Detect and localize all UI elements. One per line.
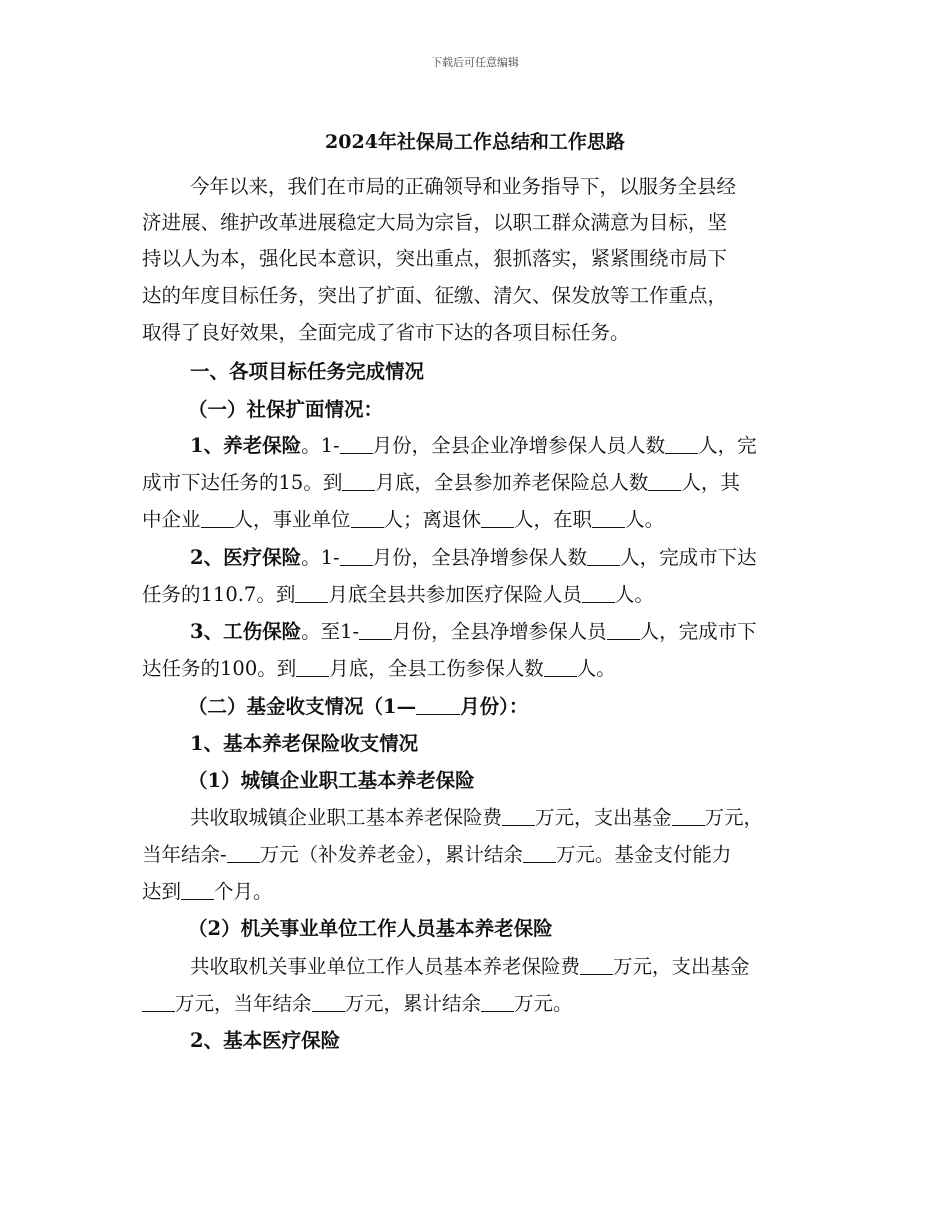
document-title: 2024年社保局工作总结和工作思路 bbox=[325, 131, 625, 153]
item-heading-public-institution: （2）机关事业单位工作人员基本养老保险 bbox=[188, 917, 553, 940]
pension-paragraph-line-3: 中企业 人，事业单位 人；离退休 人，在职 人。 bbox=[142, 508, 665, 531]
intro-line-2: 济进展、维护改革进展稳定大局为宗旨，以职工群众满意为目标，坚 bbox=[142, 211, 728, 234]
blank-field bbox=[295, 582, 328, 603]
injury-paragraph-line-1: 3、工伤保险。至1- 月份，全县净增参保人员 人，完成市下 bbox=[190, 620, 757, 643]
blank-field bbox=[340, 545, 373, 566]
urban-enterprise-line-2: 当年结余- 万元（补发养老金），累计结余 万元。基金支付能力 bbox=[142, 843, 732, 866]
blank-field bbox=[665, 433, 698, 454]
blank-field bbox=[296, 656, 329, 677]
pension-paragraph-line-1: 1、养老保险。1- 月份，全县企业净增参保人员人数 人，完 bbox=[190, 434, 757, 457]
blank-field bbox=[340, 433, 373, 454]
blank-field bbox=[544, 656, 577, 677]
section-heading-1: 一、各项目标任务完成情况 bbox=[190, 360, 425, 383]
pension-paragraph-line-2: 成市下达任务的15。到 月底，全县参加养老保险总人数 人，其 bbox=[142, 471, 740, 494]
intro-line-5: 取得了良好效果，全面完成了省市下达的各项目标任务。 bbox=[142, 321, 630, 344]
blank-field bbox=[672, 805, 705, 826]
medical-label: 2、医疗保险 bbox=[190, 546, 302, 569]
intro-line-1: 今年以来，我们在市局的正确领导和业务指导下，以服务全县经 bbox=[190, 175, 737, 198]
intro-line-4: 达的年度目标任务，突出了扩面、征缴、清欠、保发放等工作重点， bbox=[142, 284, 728, 307]
blank-field bbox=[481, 991, 514, 1012]
subsection-heading-2: （二）基金收支情况（1— 月份）： bbox=[188, 695, 529, 718]
subsection-heading-1: （一）社保扩面情况： bbox=[188, 398, 384, 421]
urban-enterprise-line-3: 达到 个月。 bbox=[142, 880, 273, 903]
blank-field bbox=[142, 991, 175, 1012]
blank-field bbox=[351, 507, 384, 528]
blank-field bbox=[342, 470, 375, 491]
public-institution-line-2: 万元，当年结余 万元，累计结余 万元。 bbox=[142, 991, 573, 1017]
blank-field bbox=[359, 619, 392, 640]
blank-field bbox=[312, 991, 345, 1012]
item-heading-urban-enterprise: （1）城镇企业职工基本养老保险 bbox=[188, 769, 475, 792]
blank-field bbox=[587, 545, 620, 566]
blank-field bbox=[181, 879, 214, 900]
intro-line-3: 持以人为本，强化民本意识，突出重点，狠抓落实，紧紧围绕市局下 bbox=[142, 247, 728, 270]
blank-field bbox=[592, 507, 625, 528]
injury-label: 3、工伤保险 bbox=[190, 620, 302, 643]
item-heading-pension-fund: 1、基本养老保险收支情况 bbox=[190, 732, 419, 755]
pension-label: 1、养老保险 bbox=[190, 434, 302, 457]
injury-paragraph-line-2: 达任务的100。到 月底，全县工伤参保人数 人。 bbox=[142, 657, 616, 680]
blank-field bbox=[201, 507, 234, 528]
blank-field bbox=[416, 694, 460, 715]
public-institution-line-1: 共收取机关事业单位工作人员基本养老保险费 万元，支出基金 bbox=[190, 955, 750, 978]
item-heading-medical-fund: 2、基本医疗保险 bbox=[190, 1029, 341, 1052]
header-note: 下载后可任意编辑 bbox=[431, 56, 519, 69]
blank-field bbox=[481, 507, 514, 528]
blank-field bbox=[582, 582, 615, 603]
blank-field bbox=[580, 954, 613, 975]
medical-paragraph-line-1: 2、医疗保险。1- 月份，全县净增参保人数 人，完成市下达 bbox=[190, 546, 757, 569]
blank-field bbox=[523, 842, 556, 863]
urban-enterprise-line-1: 共收取城镇企业职工基本养老保险费 万元，支出基金 万元， bbox=[190, 806, 764, 829]
medical-paragraph-line-2: 任务的110.7。到 月底全县共参加医疗保险人员 人。 bbox=[142, 583, 654, 606]
blank-field bbox=[502, 805, 535, 826]
blank-field bbox=[227, 842, 260, 863]
blank-field bbox=[648, 470, 681, 491]
blank-field bbox=[607, 619, 640, 640]
